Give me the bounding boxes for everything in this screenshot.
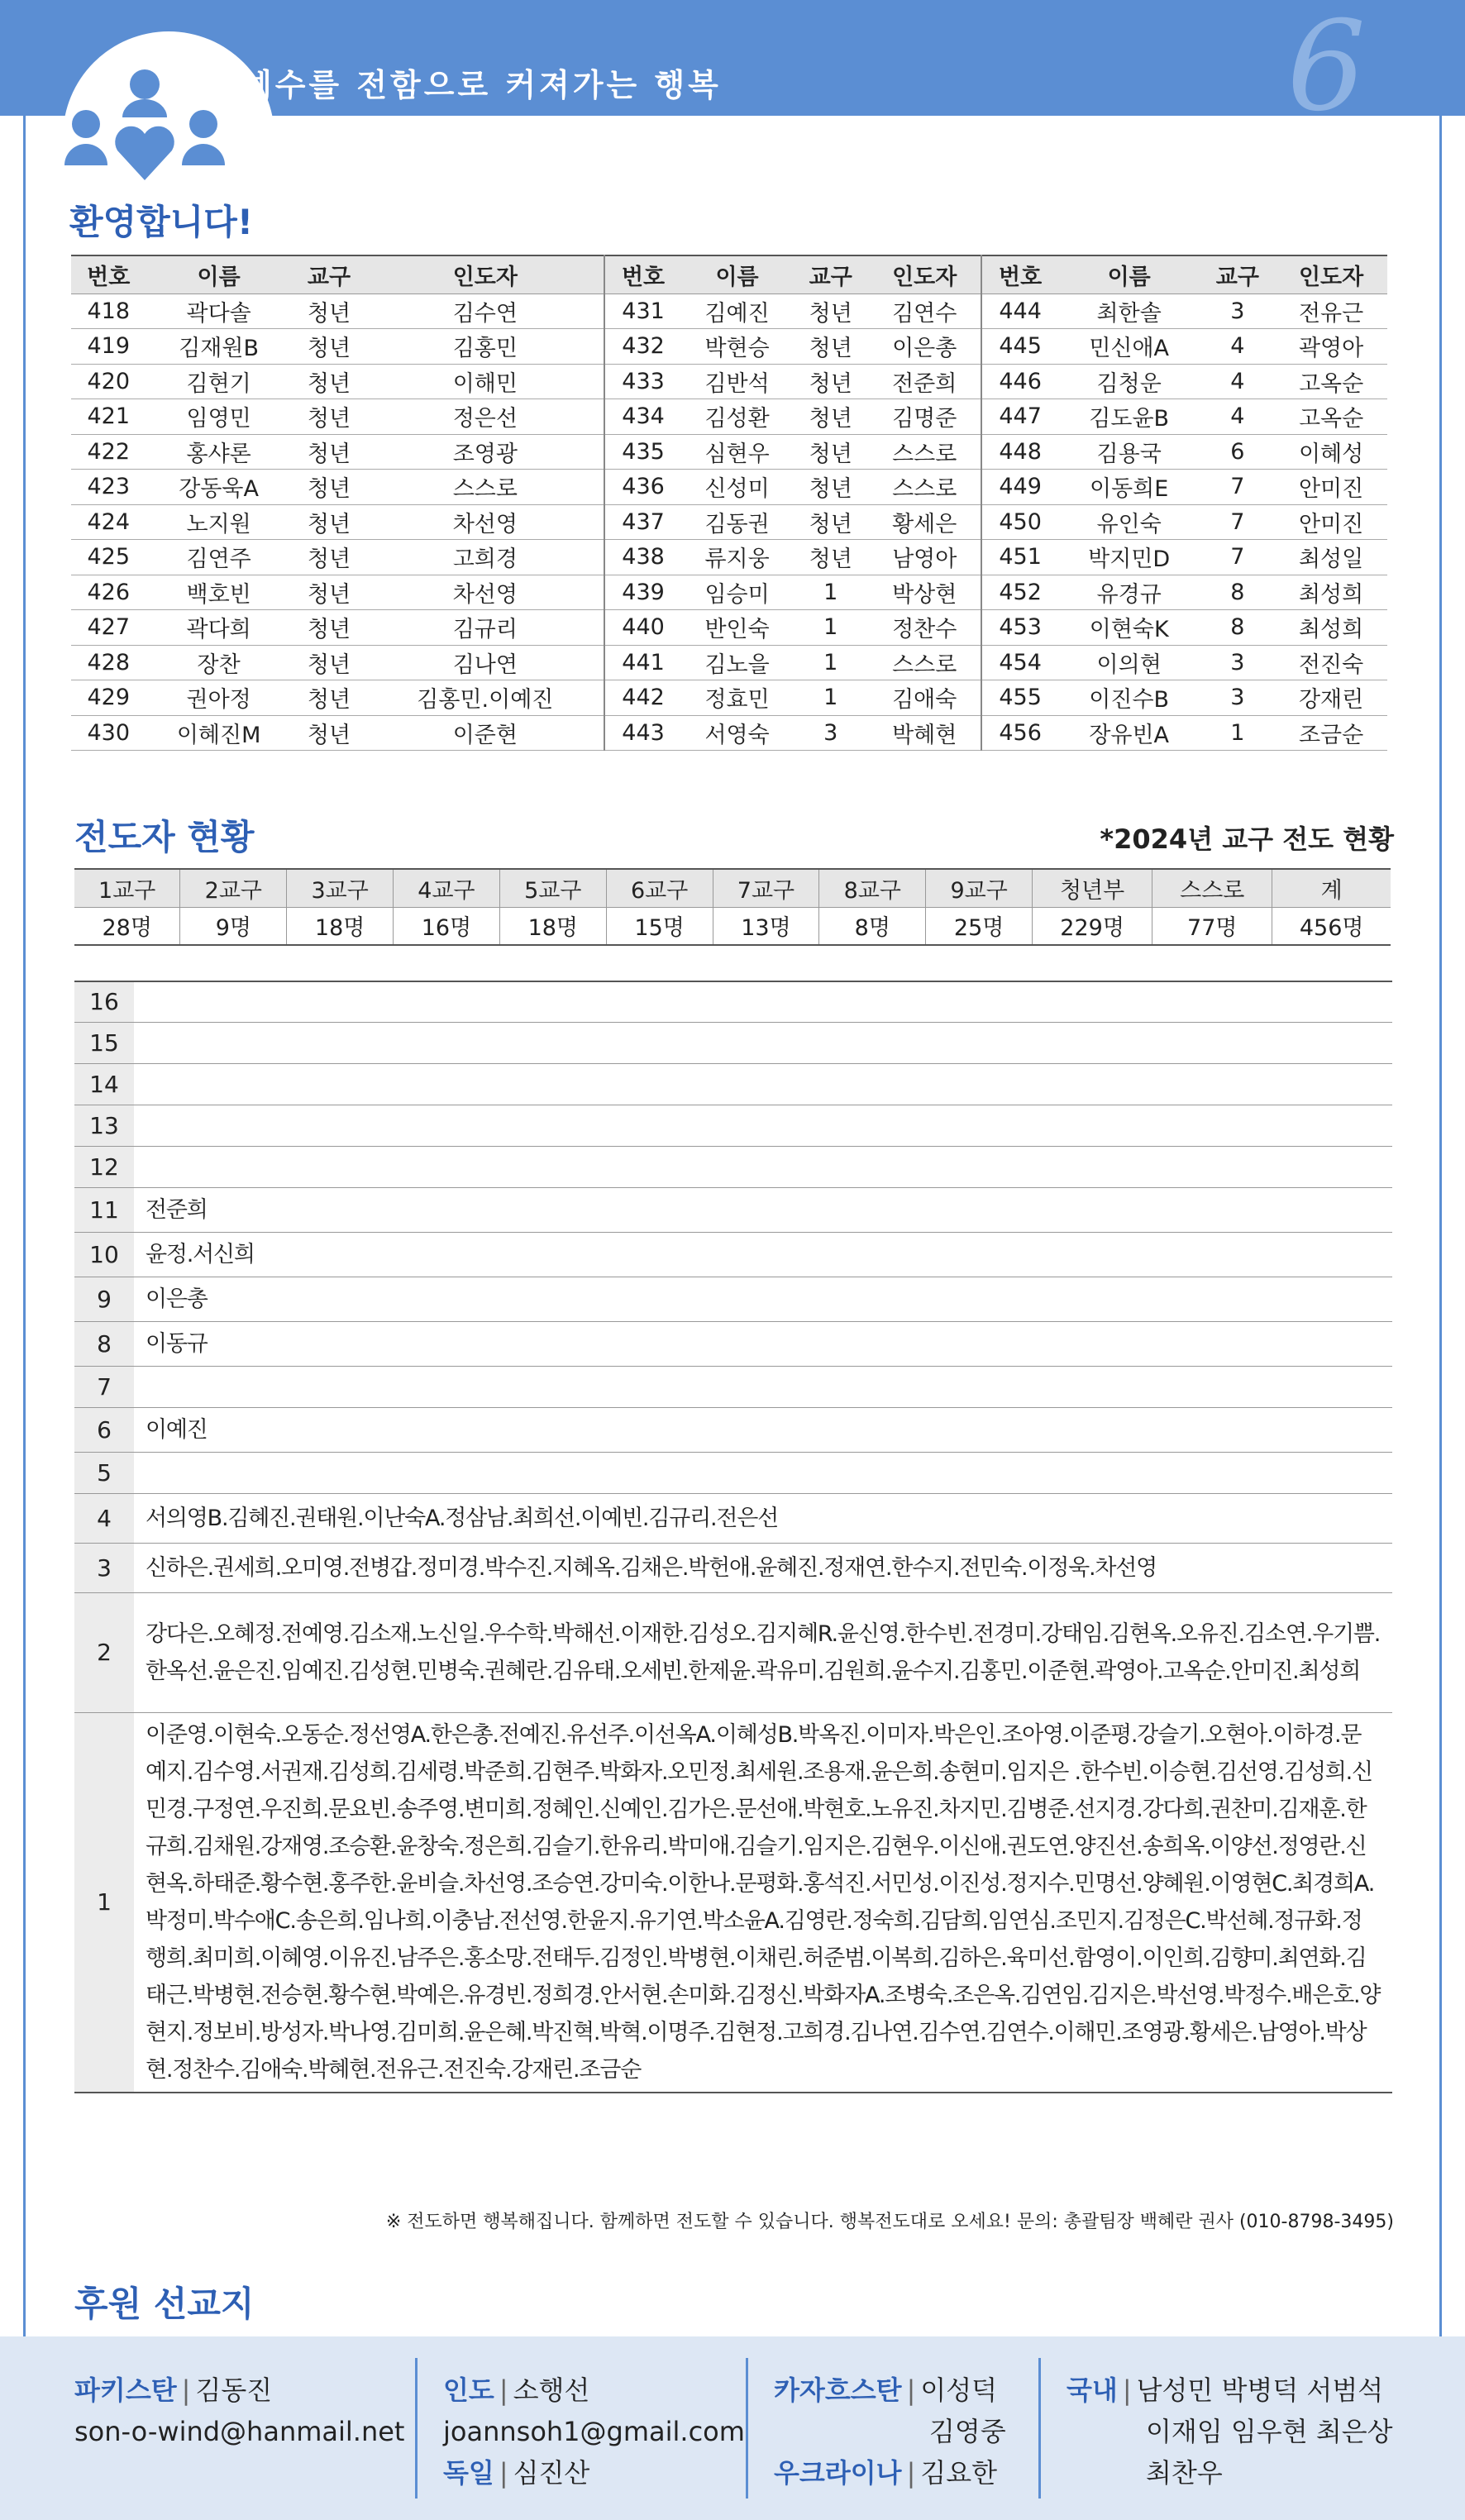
welcome-cell: 정은선	[366, 399, 604, 435]
missionary-domestic-2: 이재임 임우현 최은상	[1146, 2416, 1393, 2447]
level-number: 10	[74, 1232, 134, 1277]
welcome-cell: 홍샤론	[146, 434, 292, 470]
welcome-header-cell: 이름	[146, 255, 292, 294]
welcome-header-cell: 번호	[71, 255, 146, 294]
welcome-cell: 청년	[292, 434, 367, 470]
welcome-cell: 김연수	[868, 294, 982, 329]
welcome-cell: 419	[71, 329, 146, 365]
level-number: 13	[74, 1105, 134, 1146]
stats-header-cell: 스스로	[1152, 869, 1272, 907]
welcome-row	[71, 610, 1387, 646]
welcome-cell: 421	[71, 399, 146, 435]
welcome-title: 환영합니다!	[69, 202, 254, 242]
welcome-row	[71, 680, 1387, 716]
stats-value-cell: 77명	[1152, 907, 1272, 945]
welcome-cell: 곽영아	[1275, 329, 1387, 365]
stats-value-cell: 18명	[287, 907, 394, 945]
welcome-cell: 최성희	[1275, 575, 1387, 610]
welcome-cell: 1	[793, 645, 868, 680]
welcome-cell: 424	[71, 504, 146, 540]
welcome-row	[71, 715, 1387, 751]
level-row	[74, 1063, 1392, 1105]
welcome-cell: 435	[604, 434, 680, 470]
welcome-cell: 449	[981, 470, 1057, 505]
level-names	[134, 1146, 1392, 1187]
welcome-cell: 7	[1200, 540, 1276, 575]
level-row	[74, 1187, 1392, 1232]
welcome-cell: 최성일	[1275, 540, 1387, 575]
welcome-cell: 김도윤B	[1058, 399, 1200, 435]
stats-header-cell: 2교구	[180, 869, 287, 907]
level-number: 9	[74, 1277, 134, 1321]
level-row	[74, 1452, 1392, 1493]
welcome-cell: 444	[981, 294, 1057, 329]
welcome-cell: 436	[604, 470, 680, 505]
missionary-kazakhstan-1: 이성덕	[920, 2374, 998, 2406]
welcome-cell: 3	[1200, 680, 1276, 716]
header-title: 예수를 전함으로 커져가는 행복	[241, 67, 722, 103]
welcome-cell: 조영광	[366, 434, 604, 470]
welcome-cell: 이동희E	[1058, 470, 1200, 505]
level-number: 16	[74, 981, 134, 1022]
stats-value-cell: 13명	[713, 907, 819, 945]
stats-value-cell: 15명	[606, 907, 713, 945]
welcome-cell: 최성희	[1275, 610, 1387, 646]
welcome-cell: 433	[604, 364, 680, 399]
country-germany: 독일	[443, 2457, 494, 2489]
welcome-cell: 이해민	[366, 364, 604, 399]
welcome-cell: 고희경	[366, 540, 604, 575]
welcome-cell: 6	[1200, 434, 1276, 470]
welcome-header-cell: 교구	[1200, 255, 1276, 294]
divider	[415, 2358, 418, 2499]
email-pakistan[interactable]: son-o-wind@hanmail.net	[74, 2416, 405, 2447]
sponsor-domestic: 국내 | 남성민 박병덕 서범석 이재임 임우현 최은상 최찬우	[1067, 2370, 1393, 2494]
level-names	[134, 1366, 1392, 1407]
welcome-cell: 최한솔	[1058, 294, 1200, 329]
level-row	[74, 1105, 1392, 1146]
stats-header-cell: 8교구	[819, 869, 926, 907]
missionary-ukraine: 김요한	[920, 2457, 998, 2489]
country-india: 인도	[443, 2374, 494, 2406]
welcome-row	[71, 575, 1387, 610]
welcome-cell: 곽다솔	[146, 294, 292, 329]
level-row	[74, 981, 1392, 1022]
footnote: ※ 전도하면 행복해집니다. 함께하면 전도할 수 있습니다. 행복전도대로 오세요! 문의: 총괄팀장 백혜란 권사 (010-8798-3495)	[385, 2212, 1394, 2232]
welcome-cell: 신성미	[681, 470, 794, 505]
stats-value-cell: 229명	[1033, 907, 1152, 945]
welcome-cell: 430	[71, 715, 146, 751]
welcome-cell: 권아정	[146, 680, 292, 716]
welcome-cell: 1	[793, 610, 868, 646]
welcome-header-cell: 교구	[292, 255, 367, 294]
level-number: 4	[74, 1493, 134, 1543]
welcome-cell: 스스로	[868, 434, 982, 470]
level-number: 7	[74, 1366, 134, 1407]
level-number: 14	[74, 1063, 134, 1105]
welcome-cell: 김애숙	[868, 680, 982, 716]
welcome-header-cell: 번호	[981, 255, 1057, 294]
welcome-cell: 장찬	[146, 645, 292, 680]
divider	[746, 2358, 748, 2499]
welcome-cell: 420	[71, 364, 146, 399]
welcome-cell: 431	[604, 294, 680, 329]
welcome-cell: 류지웅	[681, 540, 794, 575]
welcome-row	[71, 434, 1387, 470]
sponsor-india: 인도 | 소행선 joannsoh1@gmail.com 독일 | 심진산	[443, 2374, 745, 2489]
welcome-cell: 김현기	[146, 364, 292, 399]
welcome-cell: 455	[981, 680, 1057, 716]
welcome-cell: 안미진	[1275, 470, 1387, 505]
welcome-cell: 452	[981, 575, 1057, 610]
level-row	[74, 1277, 1392, 1321]
welcome-cell: 김연주	[146, 540, 292, 575]
level-names: 이예진	[134, 1407, 1392, 1452]
stats-value-cell: 456명	[1272, 907, 1391, 945]
level-number: 3	[74, 1543, 134, 1592]
email-india[interactable]: joannsoh1@gmail.com	[443, 2416, 745, 2447]
welcome-cell: 황세은	[868, 504, 982, 540]
level-number: 5	[74, 1452, 134, 1493]
stats-value-cell: 18명	[499, 907, 606, 945]
missionary-domestic-1: 남성민 박병덕 서범석	[1136, 2374, 1384, 2406]
missionary-domestic-3: 최찬우	[1146, 2457, 1223, 2489]
welcome-cell: 443	[604, 715, 680, 751]
welcome-header-cell: 교구	[793, 255, 868, 294]
welcome-cell: 임승미	[681, 575, 794, 610]
welcome-cell: 3	[793, 715, 868, 751]
welcome-cell: 이은총	[868, 329, 982, 365]
stats-note: *2024년 교구 전도 현황	[1100, 823, 1394, 855]
welcome-cell: 450	[981, 504, 1057, 540]
welcome-cell: 김나연	[366, 645, 604, 680]
welcome-cell: 447	[981, 399, 1057, 435]
welcome-cell: 청년	[793, 540, 868, 575]
level-number: 12	[74, 1146, 134, 1187]
welcome-cell: 441	[604, 645, 680, 680]
welcome-cell: 조금순	[1275, 715, 1387, 751]
stats-table	[74, 868, 1391, 946]
level-names: 윤정.서신희	[134, 1232, 1392, 1277]
stats-header-cell: 3교구	[287, 869, 394, 907]
missionary-pakistan: 김동진	[195, 2374, 273, 2406]
welcome-cell: 이현숙K	[1058, 610, 1200, 646]
welcome-table	[71, 255, 1387, 751]
level-names: 이준영.이현숙.오동순.정선영A.한은총.전예진.유선주.이선옥A.이혜성B.박옥진.이미자.박은인.조아영.이준평.강슬기.오현아.이하경.문예지.김수영.서권재.김성희.김세령.박준희.김현주.박화자.오민정.최세원.조용재.윤은희.송현미.임지은 .한수빈.이승현.김선영.김성희.신민경.구정연.우진희.문요빈.송주영.변미희.정혜인.신예인.김가은.문선애.박현호.노유진.차지민.김병준.선지경.강다희.권찬미.김재훈.한규희.김채원.강재영.조승환.윤창숙.정은희.김슬기.한유리.박미애.김슬기.임지은.김현우.이신애.권도연.양진선.송희옥.이양선.정영란.신현옥.하태준.황수현.홍주한.윤비슬.차선영.조승연.강미숙.이한나.문평화.홍석진.서민성.이진성.정지수.민명선.양혜원.이영현C.최경희A.박정미.박수애C.송은희.임나희.이충남.전선영.한윤지.유기연.박소윤A.김영란.정숙희.김담희.임연심.조민지.김정은C.박선혜.정규화.정행희.최미희.이혜영.이유진.남주은.홍소망.전태두.김정인.박병현.이채린.허준범.이복희.김하은.육미선.함영이.이인희.김향미.최연화.김태근.박병현.전승현.황수현.박예은.유경빈.정희경.안서현.손미화.김정신.박화자A.조병숙.조은옥.김연임.김지은.박선영.박정수.배은호.양현지.정보비.방성자.박나영.김미희.윤은혜.박진혁.박혁.이명주.김현정.고희경.김나연.김수연.김연수.이해민.조영광.황세은.남영아.박상현.정찬수.김애숙.박혜현.전유근.전진숙.강재린.조금순	[134, 1712, 1392, 2093]
welcome-cell: 451	[981, 540, 1057, 575]
welcome-row	[71, 329, 1387, 365]
welcome-cell: 427	[71, 610, 146, 646]
missionary-germany: 심진산	[513, 2457, 590, 2489]
welcome-cell: 전진숙	[1275, 645, 1387, 680]
welcome-cell: 1	[1200, 715, 1276, 751]
sponsor-pakistan: 파키스탄 | 김동진 son-o-wind@hanmail.net	[74, 2370, 404, 2452]
welcome-cell: 정효민	[681, 680, 794, 716]
welcome-cell: 청년	[292, 680, 367, 716]
stats-value-cell: 16명	[394, 907, 500, 945]
level-row	[74, 1712, 1392, 2093]
welcome-cell: 청년	[793, 364, 868, 399]
welcome-cell: 442	[604, 680, 680, 716]
welcome-cell: 이진수B	[1058, 680, 1200, 716]
welcome-cell: 4	[1200, 329, 1276, 365]
welcome-cell: 3	[1200, 645, 1276, 680]
welcome-cell: 청년	[292, 540, 367, 575]
welcome-cell: 김홍민	[366, 329, 604, 365]
welcome-cell: 456	[981, 715, 1057, 751]
welcome-cell: 남영아	[868, 540, 982, 575]
welcome-cell: 7	[1200, 470, 1276, 505]
welcome-cell: 김규리	[366, 610, 604, 646]
stats-header-cell: 계	[1272, 869, 1391, 907]
welcome-cell: 청년	[292, 575, 367, 610]
welcome-cell: 심현우	[681, 434, 794, 470]
stats-value-cell: 9명	[180, 907, 287, 945]
welcome-cell: 1	[793, 575, 868, 610]
welcome-header-cell: 인도자	[868, 255, 982, 294]
welcome-cell: 스스로	[366, 470, 604, 505]
welcome-cell: 장유빈A	[1058, 715, 1200, 751]
welcome-cell: 청년	[292, 294, 367, 329]
welcome-cell: 서영숙	[681, 715, 794, 751]
welcome-cell: 고옥순	[1275, 364, 1387, 399]
welcome-cell: 4	[1200, 399, 1276, 435]
welcome-cell: 전유근	[1275, 294, 1387, 329]
welcome-cell: 김반석	[681, 364, 794, 399]
welcome-cell: 곽다희	[146, 610, 292, 646]
level-number: 11	[74, 1187, 134, 1232]
welcome-cell: 강재린	[1275, 680, 1387, 716]
welcome-cell: 이혜성	[1275, 434, 1387, 470]
stats-value-cell: 8명	[819, 907, 926, 945]
welcome-cell: 스스로	[868, 645, 982, 680]
level-number: 6	[74, 1407, 134, 1452]
stats-value-row	[74, 907, 1391, 945]
welcome-cell: 김용국	[1058, 434, 1200, 470]
level-names	[134, 981, 1392, 1022]
evangelists-title: 전도자 현황	[74, 817, 255, 857]
welcome-cell: 청년	[793, 434, 868, 470]
welcome-row	[71, 294, 1387, 329]
stats-header-row	[74, 869, 1391, 907]
welcome-cell: 3	[1200, 294, 1276, 329]
welcome-cell: 차선영	[366, 575, 604, 610]
welcome-row	[71, 364, 1387, 399]
level-names	[134, 1063, 1392, 1105]
welcome-cell: 청년	[292, 470, 367, 505]
missionary-kazakhstan-2: 김영중	[929, 2416, 1006, 2447]
welcome-cell: 강동욱A	[146, 470, 292, 505]
welcome-cell: 전준희	[868, 364, 982, 399]
welcome-cell: 김명준	[868, 399, 982, 435]
people-heart-icon	[58, 66, 231, 182]
welcome-cell: 청년	[292, 364, 367, 399]
welcome-cell: 438	[604, 540, 680, 575]
welcome-cell: 7	[1200, 504, 1276, 540]
welcome-cell: 유인숙	[1058, 504, 1200, 540]
level-number: 15	[74, 1022, 134, 1063]
welcome-row	[71, 399, 1387, 435]
welcome-cell: 448	[981, 434, 1057, 470]
welcome-cell: 노지원	[146, 504, 292, 540]
welcome-cell: 유경규	[1058, 575, 1200, 610]
level-row	[74, 1146, 1392, 1187]
welcome-cell: 민신애A	[1058, 329, 1200, 365]
level-number: 2	[74, 1592, 134, 1712]
stats-header-cell: 6교구	[606, 869, 713, 907]
level-row	[74, 1366, 1392, 1407]
level-row	[74, 1493, 1392, 1543]
welcome-cell: 434	[604, 399, 680, 435]
level-names: 이동규	[134, 1321, 1392, 1366]
welcome-cell: 김성환	[681, 399, 794, 435]
stats-header-cell: 5교구	[499, 869, 606, 907]
country-pakistan: 파키스탄	[74, 2374, 177, 2406]
welcome-cell: 425	[71, 540, 146, 575]
stats-value-cell: 25명	[926, 907, 1033, 945]
welcome-cell: 청년	[292, 504, 367, 540]
country-domestic: 국내	[1067, 2374, 1118, 2406]
sponsor-kazakhstan: 카자흐스탄 | 이성덕 김영중 우크라이나 | 김요한	[774, 2374, 1006, 2489]
welcome-row	[71, 645, 1387, 680]
welcome-cell: 이의현	[1058, 645, 1200, 680]
country-kazakhstan: 카자흐스탄	[774, 2374, 902, 2406]
welcome-cell: 청년	[793, 399, 868, 435]
welcome-cell: 김동권	[681, 504, 794, 540]
welcome-cell: 454	[981, 645, 1057, 680]
welcome-cell: 432	[604, 329, 680, 365]
welcome-cell: 4	[1200, 364, 1276, 399]
stats-header-cell: 7교구	[713, 869, 819, 907]
level-names: 서의영B.김혜진.권태원.이난숙A.정삼남.최희선.이예빈.김규리.전은선	[134, 1493, 1392, 1543]
welcome-header-cell: 이름	[681, 255, 794, 294]
stats-header-cell: 청년부	[1033, 869, 1152, 907]
welcome-cell: 청년	[793, 329, 868, 365]
level-number: 1	[74, 1712, 134, 2093]
welcome-cell: 청년	[793, 470, 868, 505]
welcome-row	[71, 470, 1387, 505]
welcome-cell: 446	[981, 364, 1057, 399]
welcome-header-cell: 인도자	[1275, 255, 1387, 294]
welcome-cell: 김노을	[681, 645, 794, 680]
welcome-cell: 418	[71, 294, 146, 329]
welcome-cell: 422	[71, 434, 146, 470]
welcome-cell: 박지민D	[1058, 540, 1200, 575]
country-ukraine: 우크라이나	[774, 2457, 902, 2489]
welcome-cell: 청년	[292, 715, 367, 751]
level-names: 신하은.권세희.오미영.전병갑.정미경.박수진.지혜옥.김채은.박헌애.윤혜진.정재연.한수지.전민숙.이정욱.차선영	[134, 1543, 1392, 1592]
welcome-cell: 428	[71, 645, 146, 680]
welcome-cell: 김청운	[1058, 364, 1200, 399]
level-names: 강다은.오혜정.전예영.김소재.노신일.우수학.박해선.이재한.김성오.김지혜R.윤신영.한수빈.전경미.강태임.김현옥.오유진.김소연.우기쁨.한옥선.윤은진.임예진.김성현.민병숙.권혜란.김유태.오세빈.한제윤.곽유미.김원희.윤수지.김홍민.이준현.곽영아.고옥순.안미진.최성희	[134, 1592, 1392, 1712]
welcome-cell: 정찬수	[868, 610, 982, 646]
welcome-cell: 426	[71, 575, 146, 610]
welcome-row	[71, 540, 1387, 575]
welcome-cell: 김홍민.이예진	[366, 680, 604, 716]
welcome-cell: 김수연	[366, 294, 604, 329]
level-names	[134, 1105, 1392, 1146]
welcome-cell: 439	[604, 575, 680, 610]
missionary-india: 소행선	[513, 2374, 590, 2406]
welcome-cell: 8	[1200, 610, 1276, 646]
divider	[1038, 2358, 1041, 2499]
welcome-cell: 차선영	[366, 504, 604, 540]
level-row	[74, 1022, 1392, 1063]
welcome-cell: 423	[71, 470, 146, 505]
welcome-cell: 안미진	[1275, 504, 1387, 540]
welcome-header-cell: 이름	[1058, 255, 1200, 294]
welcome-cell: 박상현	[868, 575, 982, 610]
evangelist-level-table	[74, 981, 1392, 2093]
welcome-row	[71, 504, 1387, 540]
welcome-cell: 453	[981, 610, 1057, 646]
welcome-header-cell: 번호	[604, 255, 680, 294]
welcome-cell: 임영민	[146, 399, 292, 435]
welcome-cell: 청년	[793, 504, 868, 540]
level-number: 8	[74, 1321, 134, 1366]
welcome-cell: 437	[604, 504, 680, 540]
level-row	[74, 1543, 1392, 1592]
level-row	[74, 1321, 1392, 1366]
welcome-cell: 청년	[292, 645, 367, 680]
stats-header-cell: 1교구	[74, 869, 180, 907]
sponsor-title: 후원 선교지	[74, 2284, 255, 2324]
welcome-cell: 박혜현	[868, 715, 982, 751]
welcome-cell: 청년	[292, 399, 367, 435]
level-names	[134, 1452, 1392, 1493]
welcome-cell: 429	[71, 680, 146, 716]
welcome-cell: 고옥순	[1275, 399, 1387, 435]
level-row	[74, 1592, 1392, 1712]
level-row	[74, 1232, 1392, 1277]
welcome-table-header	[71, 255, 1387, 294]
welcome-cell: 이혜진M	[146, 715, 292, 751]
welcome-cell: 1	[793, 680, 868, 716]
stats-value-cell: 28명	[74, 907, 180, 945]
welcome-cell: 백호빈	[146, 575, 292, 610]
welcome-cell: 김재원B	[146, 329, 292, 365]
welcome-cell: 청년	[292, 610, 367, 646]
welcome-header-cell: 인도자	[366, 255, 604, 294]
welcome-cell: 8	[1200, 575, 1276, 610]
welcome-cell: 이준현	[366, 715, 604, 751]
welcome-cell: 440	[604, 610, 680, 646]
level-names: 전준희	[134, 1187, 1392, 1232]
level-row	[74, 1407, 1392, 1452]
welcome-cell: 445	[981, 329, 1057, 365]
welcome-cell: 박현승	[681, 329, 794, 365]
welcome-cell: 청년	[292, 329, 367, 365]
level-names: 이은총	[134, 1277, 1392, 1321]
welcome-cell: 스스로	[868, 470, 982, 505]
level-names	[134, 1022, 1392, 1063]
welcome-cell: 김예진	[681, 294, 794, 329]
stats-header-cell: 4교구	[394, 869, 500, 907]
stats-header-cell: 9교구	[926, 869, 1033, 907]
welcome-cell: 청년	[793, 294, 868, 329]
welcome-cell: 반인숙	[681, 610, 794, 646]
page-number: 6	[1286, 0, 1366, 139]
